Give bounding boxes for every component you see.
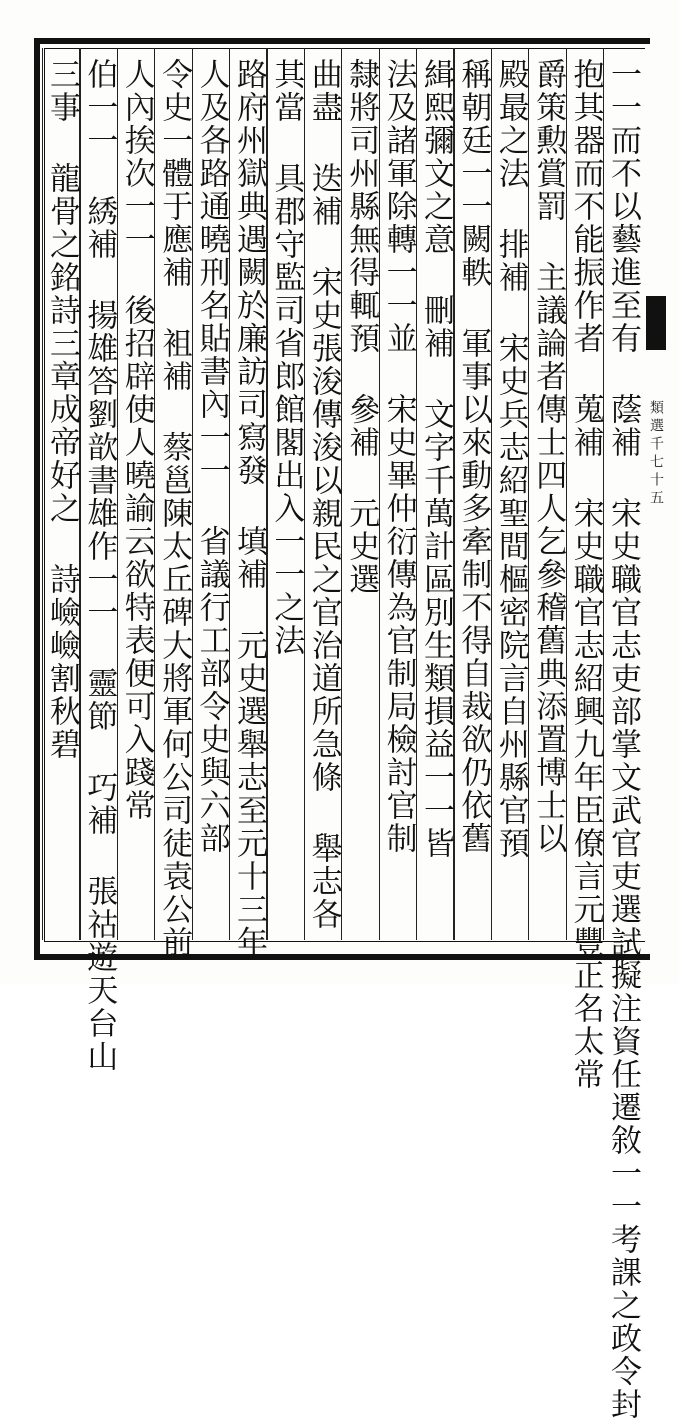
text-column [118,58,156,928]
column-rule [42,48,43,940]
text-column [267,58,305,928]
text-column [155,58,193,959]
text-column [567,58,605,1091]
column-text: 其當 具郡守監司省郎館閣出入一一之法 [268,58,305,657]
column-text: 令史一體于應補 袓補 蔡邕陳太丘碑大將軍何公司徒袁公前 [156,58,193,959]
text-column [454,58,492,928]
margin-label: 類選千七十五 [648,400,664,508]
text-column [80,58,118,1073]
column-text: 人及各路通曉刑名貼書內一一 省議行工部令史與六部 [193,58,230,855]
column-text: 隸將司州縣無得輒預 參補 元史選 [343,58,380,596]
text-column [342,58,380,928]
column-text: 三事 龍骨之銘詩三章成帝好之 詩嶮嶮割秋碧 [44,58,80,761]
text-column [193,58,231,928]
text-column [604,58,642,1421]
column-text: 緝熙彌文之意 刪補 文字千萬計區別生類損益一一皆 [418,58,454,860]
text-column [305,58,343,931]
column-text: 曲盡 迭補 宋史張浚傳浚以親民之官治道所急條 舉志各 [305,58,342,931]
column-text: 爵策勲賞罰 主議論者傳士四人乞參稽舊典添置博士以 [530,58,567,855]
text-column [230,58,268,959]
text-column [492,58,530,928]
column-text: 一一而不以藝進至有 蔭補 宋史職官志吏部掌文武官吏選試擬注資任遷敘一一考課之政令封 [605,58,641,1421]
margin-label-column [646,40,670,950]
column-text: 路府州獄典遇闕於廉訪司寫發 填補 元史選舉志至元十三年 [231,58,267,959]
text-column [43,58,81,928]
column-text: 伯一一 綉補 揚雄答劉歆書雄作一一 靈節 巧補 張祜遊天台山 [81,58,118,1073]
column-text: 殿最之法 排補 宋史兵志紹聖間樞密院言自州縣官預 [492,58,529,860]
column-text: 抱其器而不能振作者 蒐補 宋史職官志紹興九年臣僚言元豐正名太常 [567,58,604,1091]
text-column [380,58,418,928]
text-column [417,58,455,928]
column-text: 人內挨次一一 後招辟使人曉諭云欲特表便可入踐常 [118,58,155,822]
text-column [529,58,567,928]
column-text: 稱朝廷一一闕軼 軍事以來動多牽制不得自裁欲仍依舊 [455,58,492,855]
column-text: 法及諸軍除轉一一並 宋史畢仲衍傳為官制局檢討官制 [380,58,417,855]
